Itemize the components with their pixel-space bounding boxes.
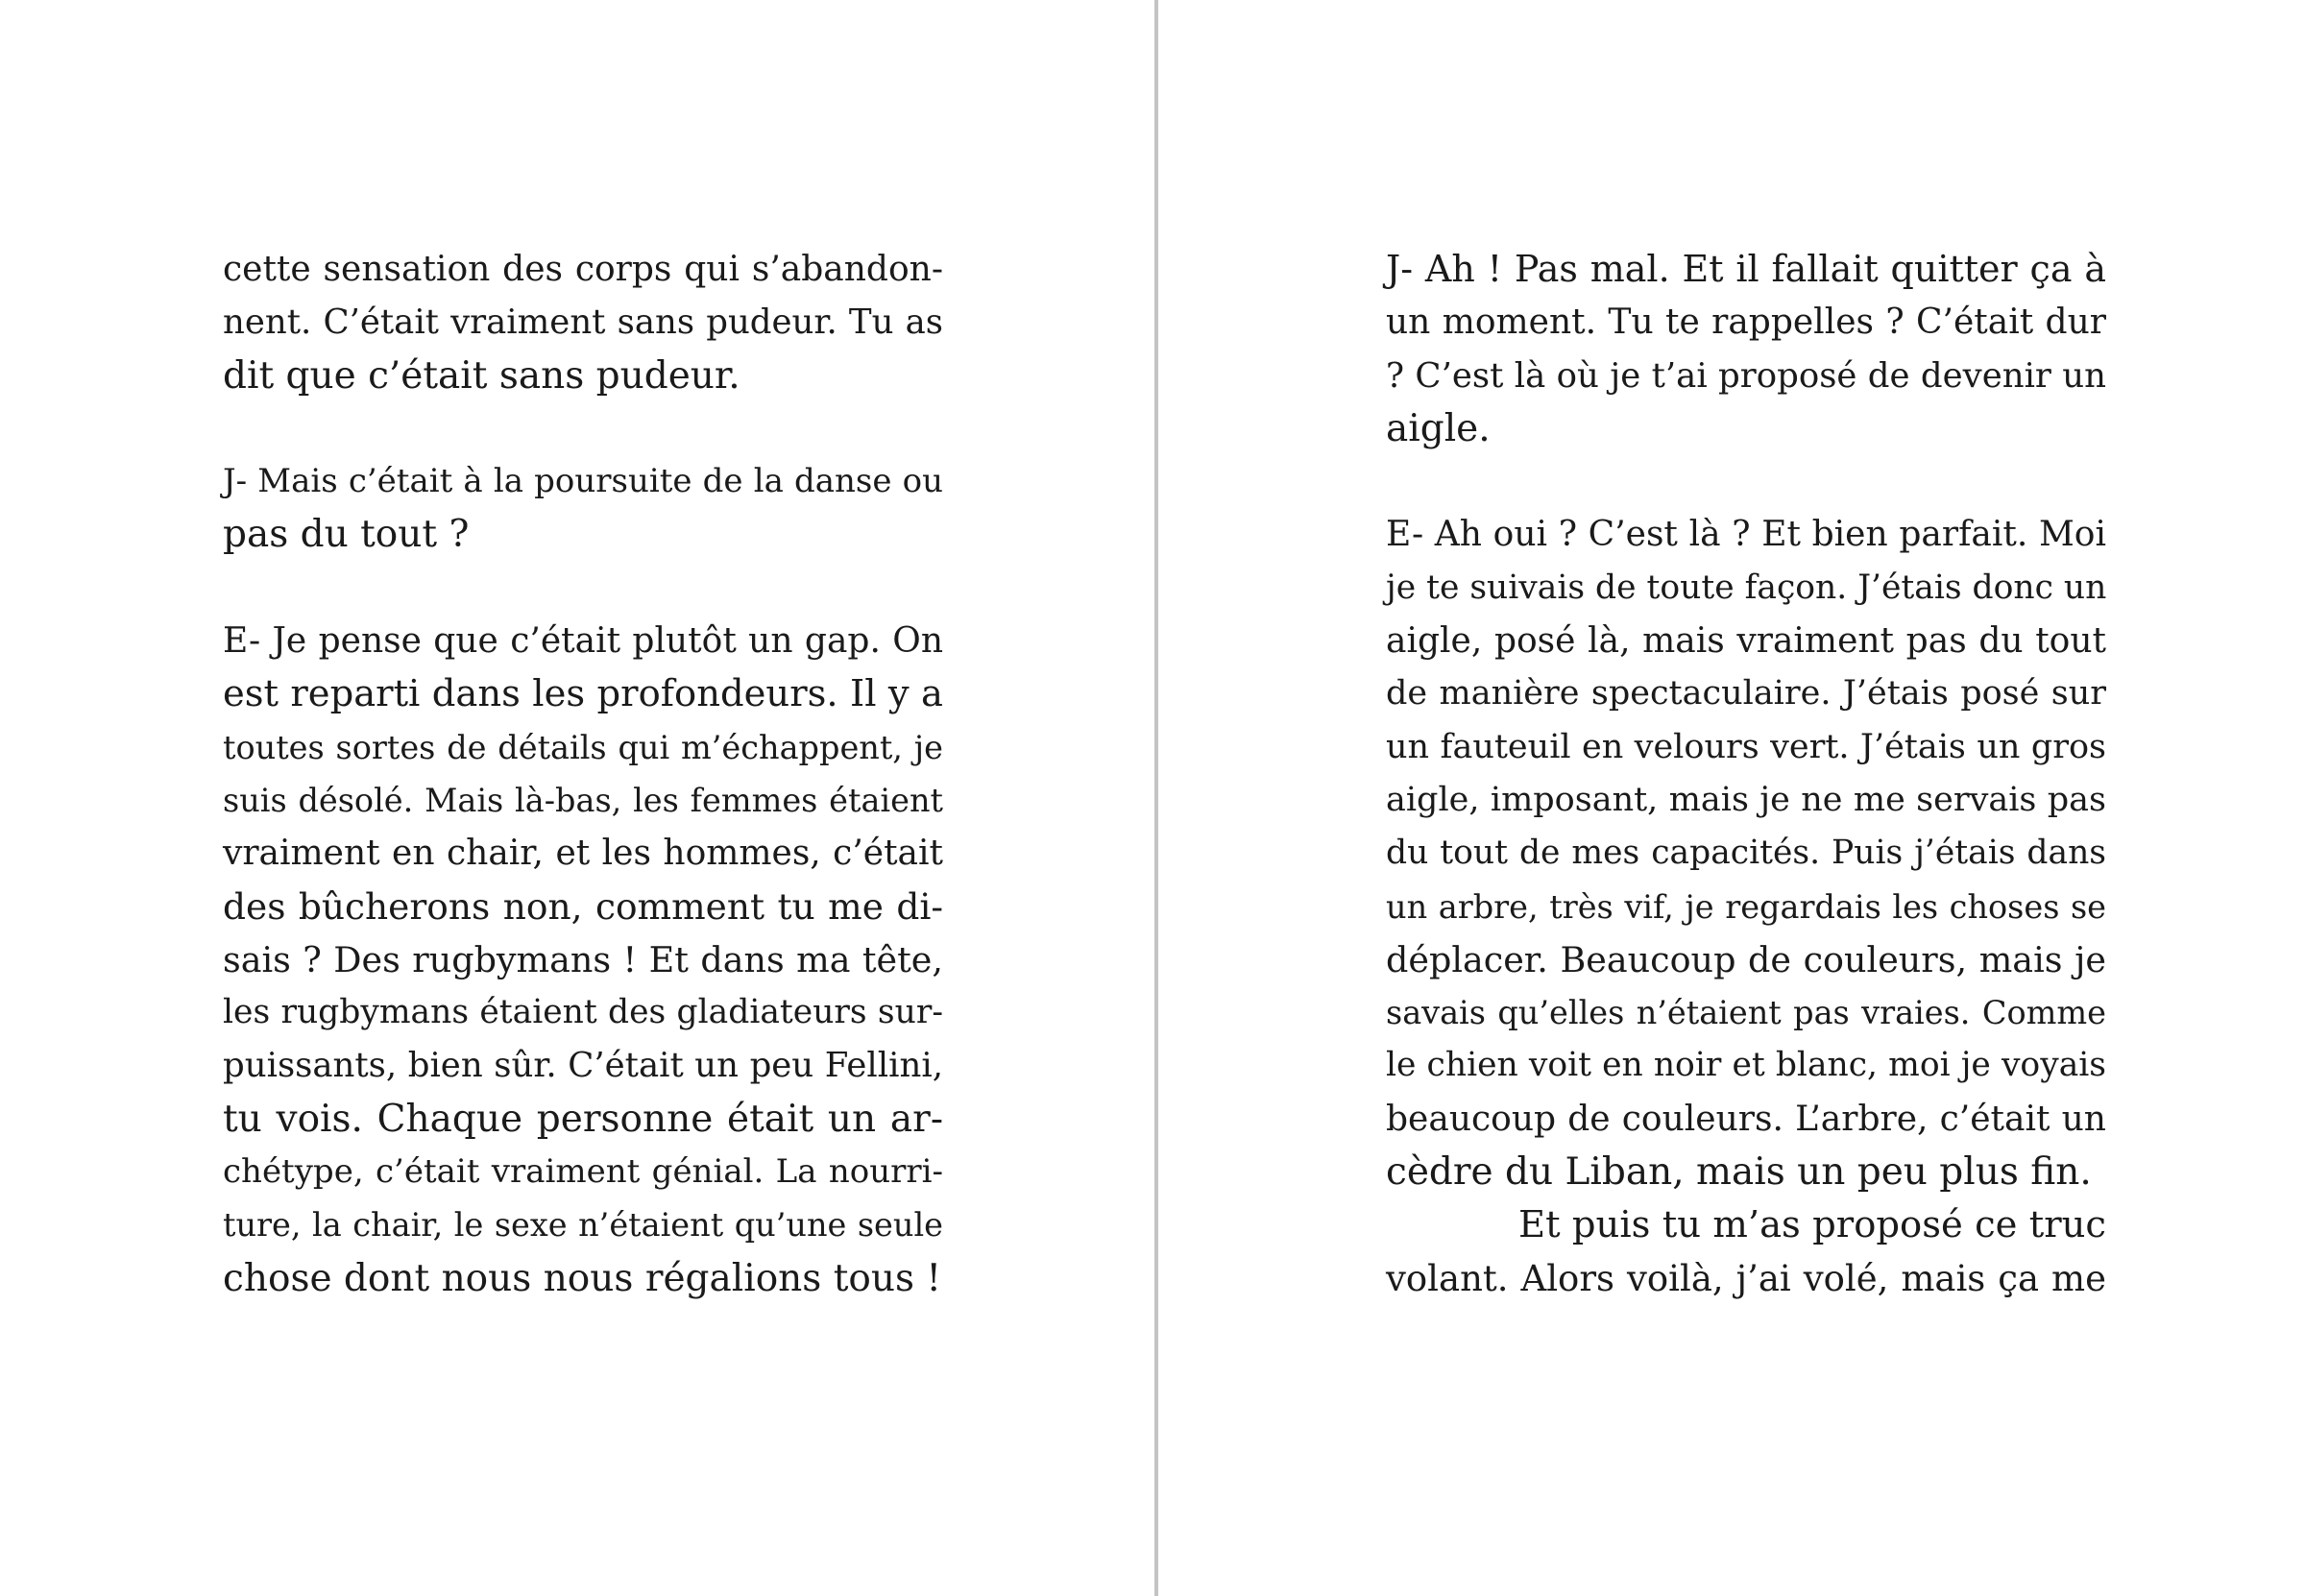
text-line: pas du tout ? [223,513,470,557]
text-line: est reparti dans les profondeurs. Il y a [223,672,943,716]
text-line: dit que c’était sans pudeur. [223,353,740,398]
text-line: tu vois. Chaque personne était un ar- [223,1097,943,1141]
text-line: Et puis tu m’as proposé ce truc [1518,1203,2106,1247]
text-line: J- Mais c’était à la poursuite de la danse ou [223,462,943,501]
text-line: les rugbymans étaient des gladiateurs sur- [223,993,943,1032]
paragraph [223,243,943,402]
text-line: aigle. [1386,406,1491,450]
text-line: du tout de mes capacités. Puis j’étais dans [1386,834,2106,873]
text-line: je te suivais de toute façon. J’étais donc un [1386,568,2107,607]
paragraph-spacer [1386,455,2106,508]
text-line: nent. C’était vraiment sans pudeur. Tu as [223,302,943,343]
text-line: un arbre, très vif, je regardais les choses se [1386,887,2106,926]
text-line: ? C’est là où je t’ai proposé de devenir un [1386,355,2106,396]
paragraph [1386,243,2106,455]
left-page [223,243,943,1305]
text-line: toutes sortes de détails qui m’échappent, je [223,728,943,766]
text-line: suis désolé. Mais là-bas, les femmes étaient [223,781,943,819]
paragraph [1386,508,2106,1198]
text-line: le chien voit en noir et blanc, moi je voyais [1386,1046,2106,1085]
text-line: beaucoup de couleurs. L’arbre, c’était un [1386,1099,2106,1139]
text-line: puissants, bien sûr. C’était un peu Fellini, [223,1046,943,1086]
text-line: savais qu’elles n’étaient pas vraies. Comme [1386,994,2106,1032]
text-line: volant. Alors voilà, j’ai volé, mais ça me [1386,1257,2106,1299]
text-line: cette sensation des corps qui s’abandon- [223,250,943,289]
text-line: vraiment en chair, et les hommes, c’était [223,834,943,874]
text-line: chétype, c’était vraiment génial. La nourri- [223,1152,943,1192]
text-line: aigle, posé là, mais vraiment pas du tout [1386,621,2106,662]
text-line: déplacer. Beaucoup de couleurs, mais je [1386,938,2106,980]
text-line: des bûcherons non, comment tu me di- [223,884,943,928]
text-line: sais ? Des rugbymans ! Et dans ma tête, [223,938,943,980]
text-line: E- Je pense que c’était plutôt un gap. On [223,621,943,662]
text-line: chose dont nous nous régalions tous ! [223,1256,942,1300]
text-line: ture, la chair, le sexe n’étaient qu’une seule [223,1206,943,1245]
right-page [1386,243,2106,1305]
paragraph [223,455,943,562]
paragraph [1386,1198,2106,1305]
text-line: aigle, imposant, mais je ne me servais pas [1386,780,2106,819]
text-line: un fauteuil en velours vert. J’étais un gros [1386,727,2106,766]
paragraph [223,615,943,1305]
page-gutter-divider [1154,0,1158,1596]
text-line: un moment. Tu te rappelles ? C’était dur [1386,302,2106,343]
paragraph-spacer [223,402,943,455]
text-line: E- Ah oui ? C’est là ? Et bien parfait. Moi [1386,515,2106,555]
paragraph-spacer [223,562,943,615]
text-line: J- Ah ! Pas mal. Et il fallait quitter ça à [1386,248,2106,290]
text-line: de manière spectaculaire. J’étais posé sur [1386,674,2106,713]
text-line: cèdre du Liban, mais un peu plus fin. [1386,1150,2092,1195]
